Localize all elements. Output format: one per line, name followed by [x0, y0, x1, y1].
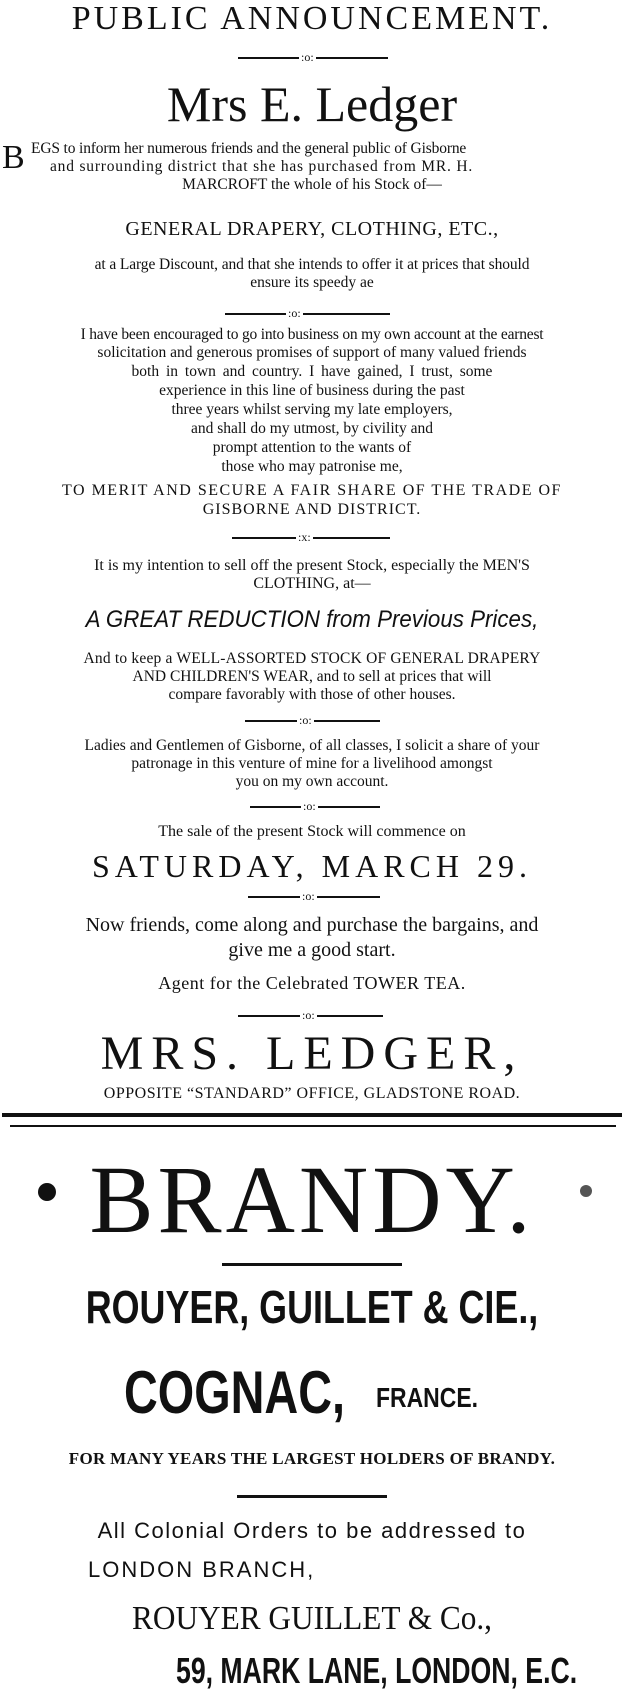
- intro-line-2: and surrounding district that she has purchased from MR. H.: [50, 158, 474, 175]
- encouraged-line: those who may patronise me,: [221, 458, 403, 475]
- encouraged-line: experience in this line of business during the past: [159, 382, 465, 399]
- brandy-city: COGNAC,: [124, 1359, 346, 1426]
- agent-line: Agent for the Celebrated TOWER TEA.: [158, 973, 466, 993]
- encouraged-line: and shall do my utmost, by civility and: [191, 420, 433, 437]
- advertiser-name: Mrs E. Ledger: [166, 76, 458, 132]
- encouraged-line: three years whilst serving my late employers,: [171, 401, 453, 418]
- merit-line-1: TO MERIT AND SECURE A FAIR SHARE OF THE TRADE OF: [62, 482, 562, 499]
- newspaper-page: PUBLIC ANNOUNCEMENT. :o: Mrs E. Ledger B EGS to inform her numerous friends and the general public of Gisborne and surrounding district that she has purchased from MR. H. MARCROFT the whole of his Stock of— GENERAL DRAPERY, CLOTHING, ETC., at a Large Discount, and that she intends to offer it at prices that should ensure its speedy ae :o: I have been encouraged to go into business on my own account at the earnest solicitation and generous promises of support of many valued friends both in town and country. I have gained, I trust, some experience in this line of business during the past three years whilst serving my late employers, and shall do my utmost, by civility and prompt attention to the wants of those who may patronise me, TO MERIT AND SECURE A FAIR SHARE OF THE TRADE OF GISBORNE AND DISTRICT. :x: It is my intention to sell off the present Stock, especially the MEN'S CLOTHING, at— A GREAT REDUCTION from Previous Prices, And to keep a WELL-ASSORTED STOCK OF GENERAL DRAPERY AND CHILDREN'S WEAR, and to sell at prices that will compare favorably with those of other houses. :o: Ladies and Gentlemen of Gisborne, of all classes, I solicit a share of your patronage in this venture of mine for a livelihood amongst you on my own account. :o: The sale of the present Stock will commence on SATURDAY, MARCH 29. :o: Now friends, come along and purchase the bargains, and give me a good start. Agent for the Celebrated TOWER TEA. :o: MRS. LEDGER, OPPOSITE “STANDARD” OFFICE, GLADSTONE ROAD. BRANDY. ROUYER, GUILLET & CIE., COGNAC, FRANCE. FOR MANY YEARS THE LARGEST HOLDERS OF BRANDY. All Colonial Orders to be addressed to LONDON BRANCH, ROUYER GUILLET & Co., 59, MARK LANE, LONDON, E.C.: [0, 0, 624, 1695]
- encouraged-line: both in town and country. I have gained, I trust, some: [131, 363, 493, 380]
- keep-line: compare favorably with those of other houses.: [168, 686, 456, 703]
- intention-line-2: CLOTHING, at—: [253, 575, 371, 592]
- ladies-line: patronage in this venture of mine for a livelihood amongst: [131, 755, 493, 772]
- shop-address: OPPOSITE “STANDARD” OFFICE, GLADSTONE ROAD.: [103, 1085, 521, 1102]
- reduction-headline: A GREAT REDUCTION from Previous Prices,: [85, 606, 539, 633]
- brandy-rule: [222, 1263, 402, 1266]
- encouraged-line: solicitation and generous promises of support of many valued friends: [97, 344, 527, 361]
- encouraged-line: I have been encouraged to go into business on my own account at the earnest: [80, 326, 544, 343]
- keep-line: AND CHILDREN'S WEAR, and to sell at prices that will: [132, 668, 492, 685]
- intention-line-1: It is my intention to sell off the present Stock, especially the MEN'S: [94, 557, 530, 574]
- stock-heading: GENERAL DRAPERY, CLOTHING, ETC.,: [125, 218, 499, 240]
- announcement-title: PUBLIC ANNOUNCEMENT.: [71, 0, 553, 37]
- ornament-right: [580, 1185, 592, 1197]
- intro-line-3: MARCROFT the whole of his Stock of—: [182, 176, 442, 193]
- section-rule-thick: [2, 1113, 622, 1117]
- keep-line: And to keep a WELL-ASSORTED STOCK OF GENERAL DRAPERY: [83, 650, 541, 667]
- orders-line-1: All Colonial Orders to be addressed to: [97, 1518, 527, 1543]
- street-address: 59, MARK LANE, LONDON, E.C.: [176, 1650, 578, 1691]
- brandy-rule-2: [237, 1495, 387, 1498]
- section-rule-thin: [10, 1125, 616, 1127]
- brandy-headline: BRANDY.: [89, 1146, 535, 1253]
- sale-date: SATURDAY, MARCH 29.: [92, 848, 532, 884]
- ladies-line: Ladies and Gentlemen of Gisborne, of all classes, I solicit a share of your: [84, 737, 540, 754]
- brandy-tagline: FOR MANY YEARS THE LARGEST HOLDERS OF BRANDY.: [68, 1449, 556, 1468]
- merit-line-2: GISBORNE AND DISTRICT.: [202, 501, 422, 518]
- brandy-maker: ROUYER, GUILLET & CIE.,: [85, 1281, 539, 1333]
- sale-line: The sale of the present Stock will commence on: [158, 823, 466, 840]
- ladies-line: you on my own account.: [235, 773, 389, 790]
- encouraged-line: prompt attention to the wants of: [212, 439, 412, 456]
- discount-line-1: at a Large Discount, and that she intends to offer it at prices that should: [94, 256, 530, 273]
- brandy-country: FRANCE.: [376, 1382, 479, 1413]
- friends-line-1: Now friends, come along and purchase the bargains, and: [85, 914, 539, 936]
- intro-line-1: EGS to inform her numerous friends and the general public of Gisborne: [31, 140, 467, 157]
- company-name: ROUYER GUILLET & Co.,: [131, 1600, 493, 1637]
- brandy-origin: [0, 1358, 624, 1428]
- drop-cap: B: [2, 139, 25, 176]
- orders-line-2: LONDON BRANCH,: [88, 1557, 316, 1582]
- discount-line-2: ensure its speedy ae: [250, 274, 374, 291]
- friends-line-2: give me a good start.: [228, 939, 396, 961]
- signature: MRS. LEDGER,: [100, 1027, 524, 1080]
